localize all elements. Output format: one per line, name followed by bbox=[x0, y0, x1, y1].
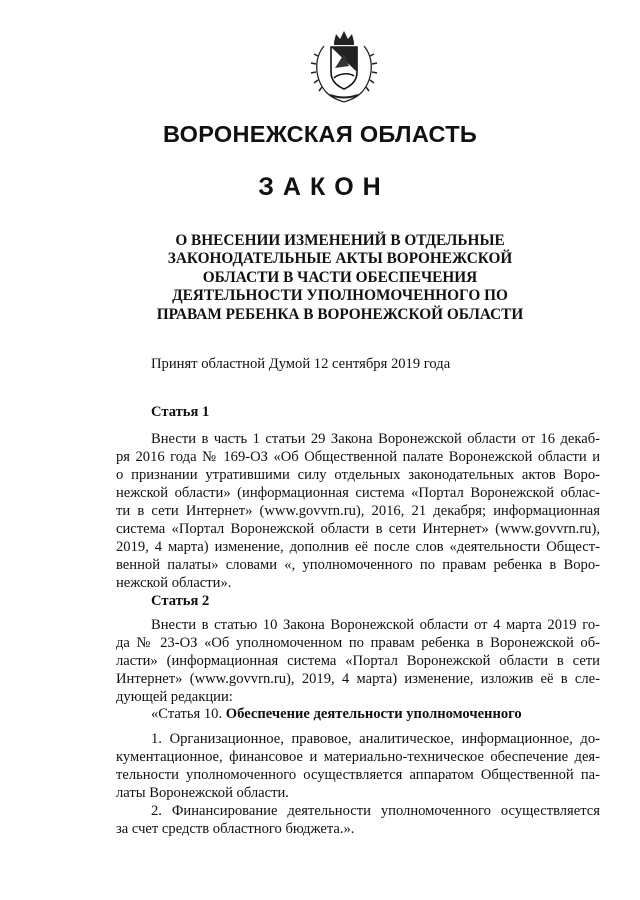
law-title-line: ЗАКОНОДАТЕЛЬНЫЕ АКТЫ ВОРОНЕЖСКОЙ bbox=[167, 250, 513, 268]
voronezh-coat-of-arms-icon bbox=[304, 28, 384, 108]
point-2-line: 2. Финансирование деятельности уполномоченного осуществляется bbox=[151, 803, 600, 819]
point-2-line: за счет средств областного бюджета.». bbox=[116, 821, 355, 837]
point-1-line: тельности уполномоченного осуществляется аппаратом Общественной па- bbox=[116, 767, 600, 783]
article-1-line: Внести в часть 1 статьи 29 Закона Воронежской области от 16 декаб- bbox=[151, 431, 600, 447]
article-1-line: ти в сети Интернет» (www.govvrn.ru), 2016, 21 декабря; информационная bbox=[116, 503, 600, 519]
quoted-article-prefix: «Статья 10. bbox=[151, 706, 226, 722]
article-1-line: система «Портал Воронежской области в сети Интернет» (www.govvrn.ru), bbox=[116, 521, 600, 537]
law-title-line: ДЕЯТЕЛЬНОСТИ УПОЛНОМОЧЕННОГО ПО bbox=[172, 287, 508, 305]
article-2-line: Внести в статью 10 Закона Воронежской области от 4 марта 2019 го- bbox=[151, 617, 600, 633]
law-title-line: ПРАВАМ РЕБЕНКА В ВОРОНЕЖСКОЙ ОБЛАСТИ bbox=[156, 305, 524, 323]
point-1-line: кументационное, финансовое и материально-техническое обеспечение дея- bbox=[116, 749, 600, 765]
article-1-line: о признании утратившими силу отдельных законодательных актов Воро- bbox=[116, 467, 600, 483]
article-1-line: нежской области». bbox=[116, 575, 232, 591]
quoted-article-title bbox=[151, 706, 522, 723]
region-title: ВОРОНЕЖСКАЯ ОБЛАСТЬ bbox=[162, 121, 478, 147]
article-2-line: ласти» (информационная система «Портал Воронежской области в сети bbox=[116, 653, 600, 669]
article-2-line: Интернет» (www.govvrn.ru), 2019, 4 марта) изменение, изложив её в сле- bbox=[116, 671, 600, 687]
article-1-heading: Статья 1 bbox=[151, 404, 210, 420]
article-2-heading: Статья 2 bbox=[151, 593, 210, 609]
adoption-note: Принят областной Думой 12 сентября 2019 года bbox=[151, 356, 451, 372]
article-1-line: ря 2016 года № 169-ОЗ «Об Общественной палате Воронежской области и bbox=[116, 449, 600, 465]
document-type: ЗАКОН bbox=[258, 173, 390, 201]
point-1-line: 1. Организационное, правовое, аналитическое, информационное, до- bbox=[151, 731, 600, 747]
law-title bbox=[150, 232, 530, 324]
article-1-line: 2019, 4 марта) изменение, дополнив её после слов «деятельности Общест- bbox=[116, 539, 600, 555]
quoted-article-heading: Обеспечение деятельности уполномоченного bbox=[225, 706, 522, 722]
law-title-line: ОБЛАСТИ В ЧАСТИ ОБЕСПЕЧЕНИЯ bbox=[202, 268, 478, 286]
law-title-line: О ВНЕСЕНИИ ИЗМЕНЕНИЙ В ОТДЕЛЬНЫЕ bbox=[175, 232, 505, 249]
article-2-line: дующей редакции: bbox=[116, 689, 233, 705]
article-1-line: нежской области» (информационная система «Портал Воронежской облас- bbox=[116, 485, 600, 501]
point-1-line: латы Воронежской области. bbox=[116, 785, 289, 801]
article-1-line: венной палаты» словами «, уполномоченного по правам ребенка в Воро- bbox=[116, 557, 600, 573]
article-2-line: да № 23-ОЗ «Об уполномоченном по правам ребенка в Воронежской об- bbox=[116, 635, 600, 651]
